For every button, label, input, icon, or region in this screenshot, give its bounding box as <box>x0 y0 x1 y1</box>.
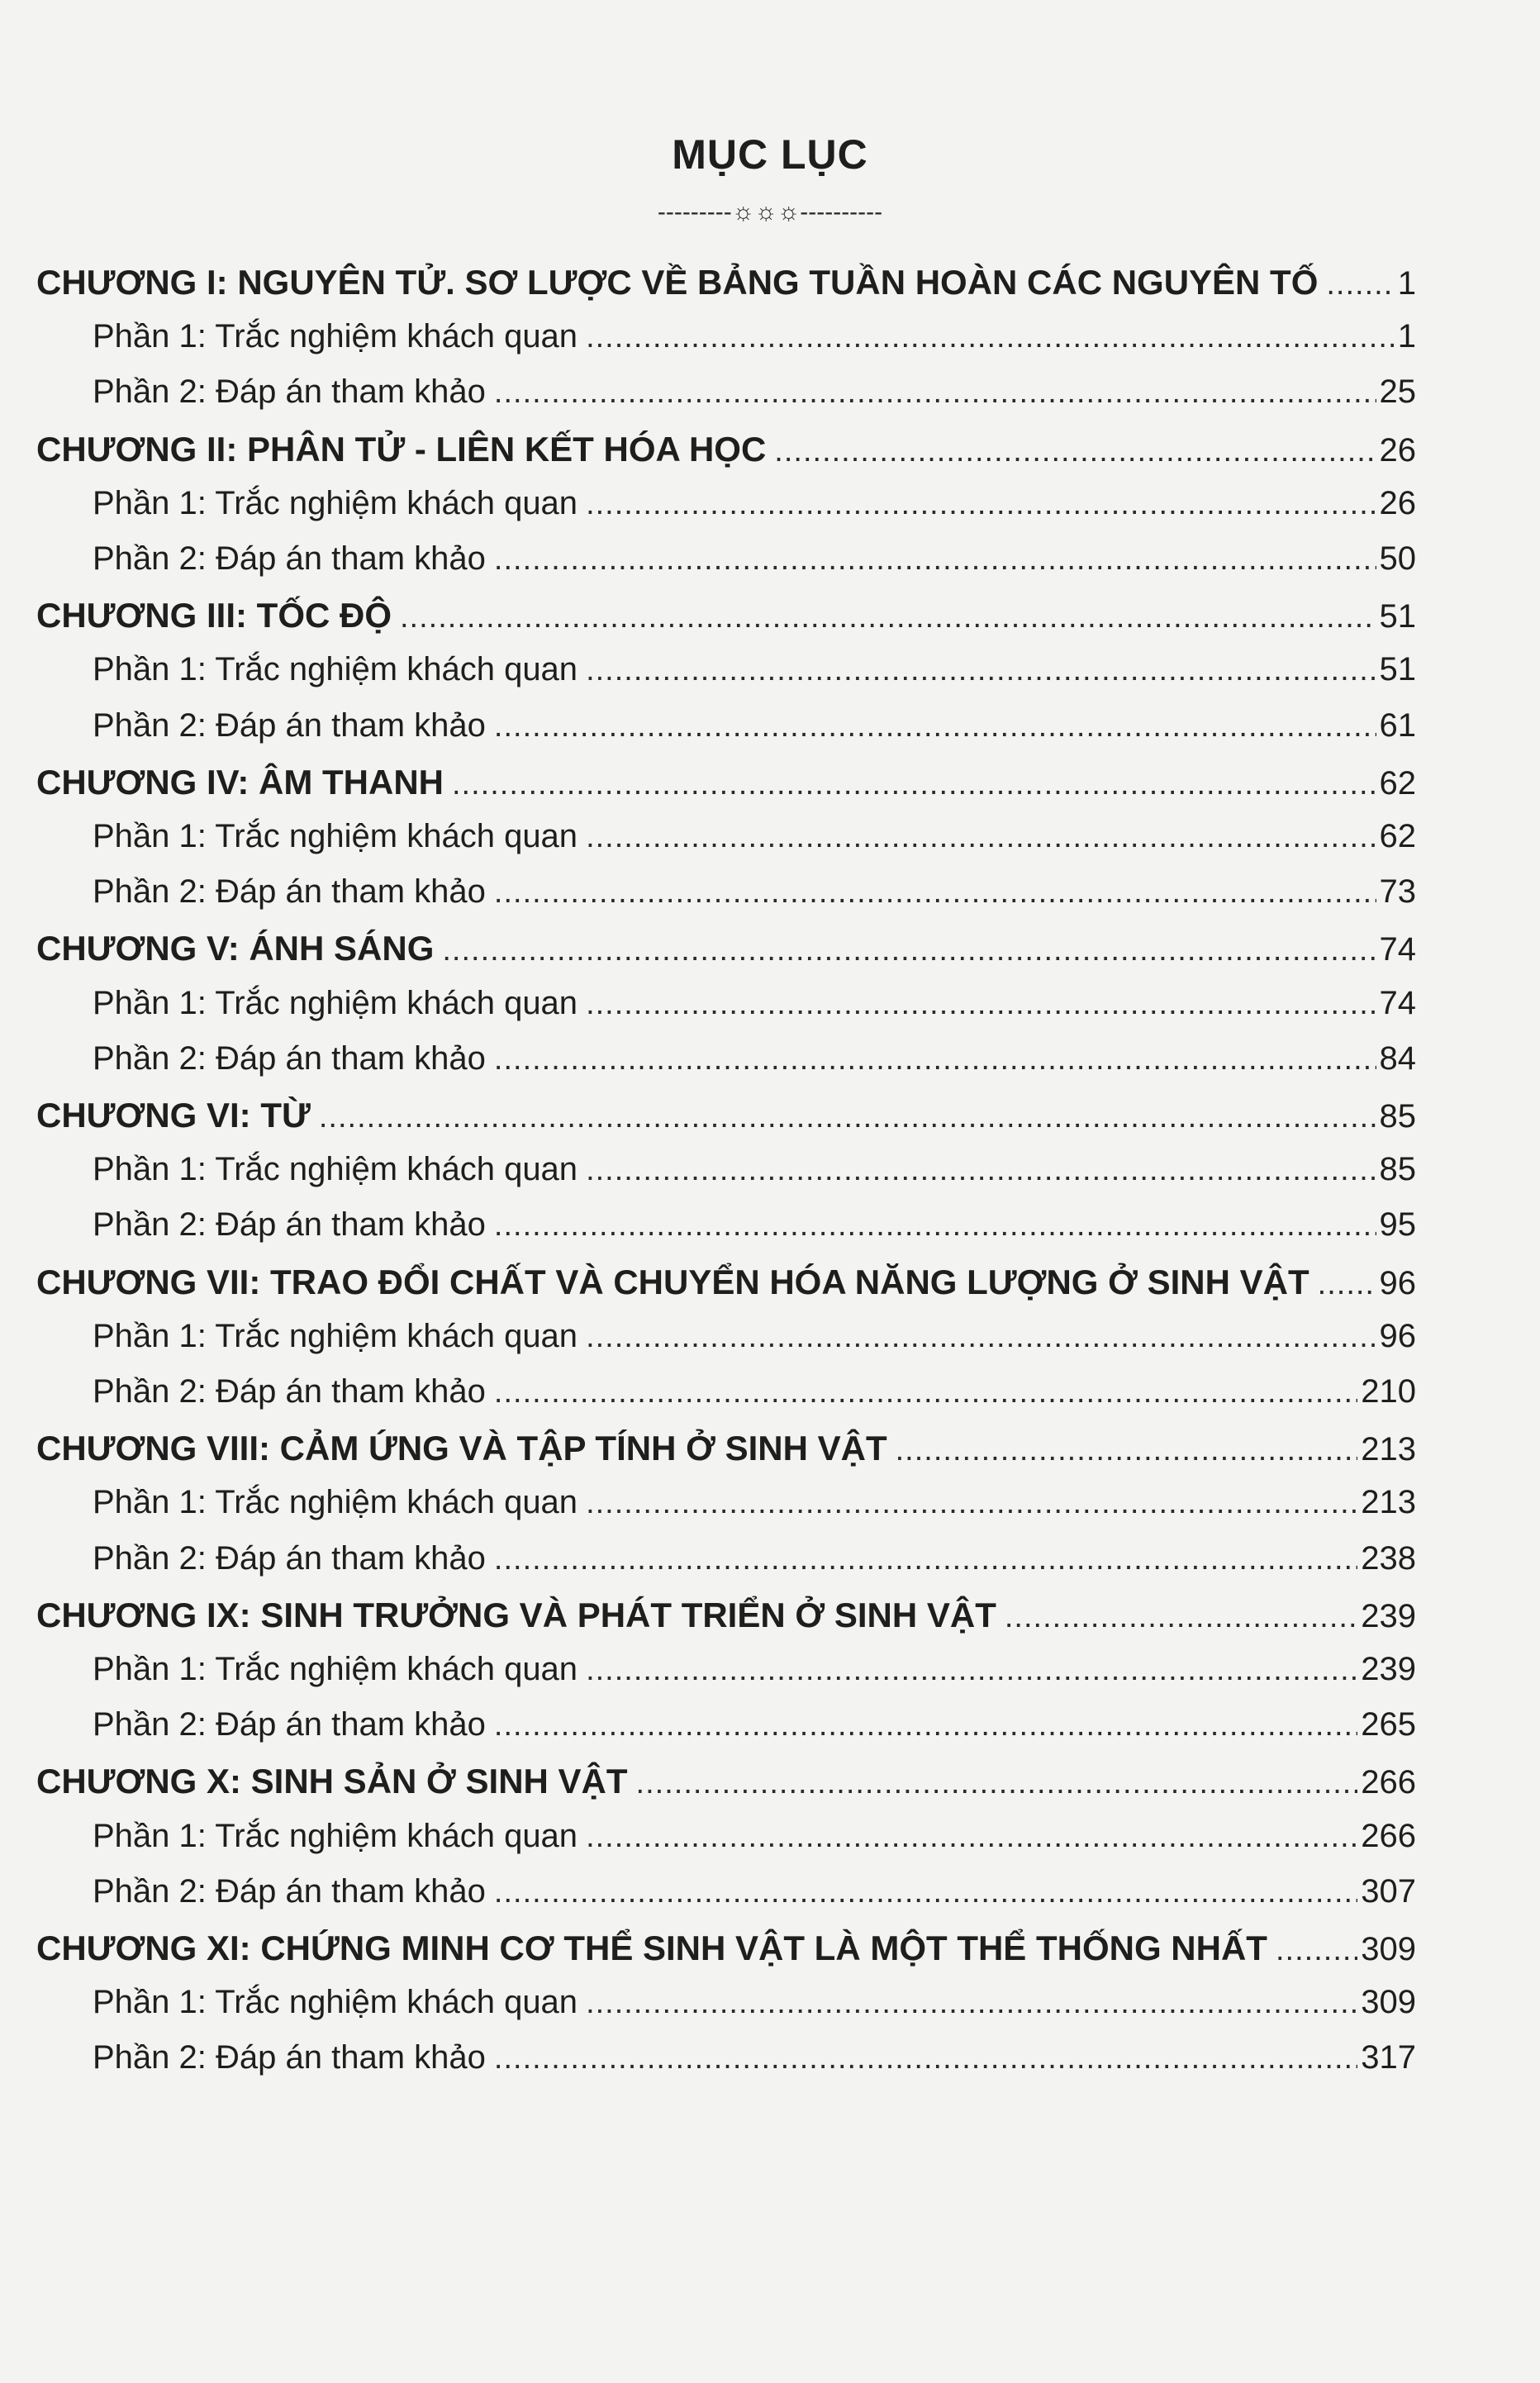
toc-page-number: 266 <box>1361 1817 1416 1854</box>
toc-part-entry <box>93 1873 1416 1919</box>
toc-entry-label: Phần 2: Đáp án tham khảo <box>93 873 486 911</box>
toc-part-entry <box>93 1373 1416 1420</box>
toc-page-number: 51 <box>1379 651 1416 688</box>
toc-entry-label: Phần 1: Trắc nghiệm khách quan <box>93 1817 578 1854</box>
toc-page-number: 239 <box>1361 1651 1416 1687</box>
toc-page-number: 213 <box>1361 1431 1416 1468</box>
toc-entry-label: CHƯƠNG III: TỐC ĐỘ <box>36 596 392 635</box>
toc-entry-label: Phần 2: Đáp án tham khảo <box>93 1206 486 1244</box>
toc-page-number: 61 <box>1379 706 1416 744</box>
toc-part-entry <box>93 1040 1416 1087</box>
toc-part-entry <box>93 651 1416 697</box>
toc-entry-label: Phần 1: Trắc nghiệm khách quan <box>93 984 578 1021</box>
toc-part-entry <box>93 1206 1416 1253</box>
toc-part-entry <box>93 1318 1416 1364</box>
toc-page-number: 238 <box>1361 1539 1416 1577</box>
toc-dot-leader <box>494 1875 1357 1910</box>
toc-dot-leader <box>494 1208 1376 1244</box>
toc-part-entry <box>93 1151 1416 1197</box>
toc-page-number: 266 <box>1361 1764 1416 1801</box>
toc-dot-leader <box>494 542 1376 578</box>
toc-page-number: 239 <box>1361 1597 1416 1634</box>
toc-dot-leader <box>586 1153 1376 1188</box>
toc-dot-leader <box>1005 1600 1357 1635</box>
toc-chapter-entry <box>36 1762 1416 1808</box>
toc-chapter-entry <box>36 1429 1416 1475</box>
toc-entry-label: Phần 2: Đáp án tham khảo <box>93 1872 486 1910</box>
toc-chapter-entry <box>36 1596 1416 1642</box>
toc-entry-label: Phần 2: Đáp án tham khảo <box>93 1706 486 1743</box>
toc-entry-label: Phần 1: Trắc nghiệm khách quan <box>93 1317 578 1354</box>
toc-page-number: 25 <box>1379 373 1416 411</box>
toc-entry-label: Phần 1: Trắc nghiệm khách quan <box>93 1651 578 1687</box>
toc-entry-label: Phần 1: Trắc nghiệm khách quan <box>93 818 578 854</box>
toc-dot-leader <box>494 1542 1357 1577</box>
toc-page-number: 74 <box>1379 984 1416 1021</box>
toc-page-number: 317 <box>1361 2039 1416 2076</box>
toc-dot-leader <box>586 1653 1357 1688</box>
toc-page-number: 50 <box>1379 540 1416 577</box>
toc-entry-label: Phần 1: Trắc nghiệm khách quan <box>93 1484 578 1521</box>
toc-page-number: 73 <box>1379 873 1416 911</box>
toc-part-entry <box>93 1984 1416 2030</box>
toc-dot-leader <box>1326 267 1394 302</box>
toc-dot-leader <box>586 487 1376 522</box>
toc-dot-leader <box>586 1320 1376 1355</box>
toc-page-number: 213 <box>1361 1484 1416 1521</box>
page-title: MỤC LỤC <box>672 131 868 178</box>
toc-page-number: 95 <box>1379 1206 1416 1244</box>
toc-chapter-entry <box>36 1263 1416 1309</box>
toc-dot-leader <box>586 1986 1357 2021</box>
toc-dot-leader <box>586 987 1376 1022</box>
toc-dot-leader <box>586 653 1376 688</box>
toc-entry-label: CHƯƠNG IV: ÂM THANH <box>36 762 444 801</box>
toc-page-number: 210 <box>1361 1373 1416 1410</box>
toc-entry-label: Phần 2: Đáp án tham khảo <box>93 706 486 744</box>
toc-entry-label: Phần 2: Đáp án tham khảo <box>93 373 486 411</box>
toc-entry-label: Phần 1: Trắc nghiệm khách quan <box>93 1984 578 2021</box>
toc-page-number: 62 <box>1379 818 1416 854</box>
toc-dot-leader <box>586 1486 1357 1521</box>
toc-entry-label: CHƯƠNG V: ÁNH SÁNG <box>36 929 435 968</box>
toc-entry-label: Phần 1: Trắc nghiệm khách quan <box>93 1151 578 1188</box>
toc-part-entry <box>93 318 1416 364</box>
toc-entry-label: Phần 2: Đáp án tham khảo <box>93 1539 486 1577</box>
toc-dot-leader <box>494 375 1376 411</box>
toc-dot-leader <box>494 709 1376 744</box>
toc-entry-label: CHƯƠNG VI: TỪ <box>36 1096 311 1134</box>
toc-entry-label: Phần 1: Trắc nghiệm khách quan <box>93 318 578 355</box>
toc-entry-label: Phần 1: Trắc nghiệm khách quan <box>93 484 578 521</box>
toc-entry-label: CHƯƠNG II: PHÂN TỬ - LIÊN KẾT HÓA HỌC <box>36 429 767 469</box>
toc-page-number: 1 <box>1397 265 1416 302</box>
toc-page-number: 26 <box>1379 431 1416 469</box>
toc-entry-label: CHƯƠNG I: NGUYÊN TỬ. SƠ LƯỢC VỀ BẢNG TUẦN HOÀN CÁC NGUYÊN TỐ <box>36 263 1319 302</box>
toc-part-entry <box>93 1706 1416 1753</box>
toc-page-number: 62 <box>1379 764 1416 801</box>
toc-part-entry <box>93 2039 1416 2086</box>
toc-dot-leader <box>774 434 1376 469</box>
toc-page-number: 1 <box>1397 318 1416 355</box>
toc-chapter-entry <box>36 1929 1416 1975</box>
toc-dot-leader <box>494 1042 1376 1077</box>
toc-page-number: 96 <box>1379 1317 1416 1354</box>
toc-entry-label: Phần 2: Đáp án tham khảo <box>93 1373 486 1410</box>
toc-page-number: 307 <box>1361 1872 1416 1910</box>
toc-page-number: 309 <box>1361 1931 1416 1967</box>
toc-chapter-entry <box>36 1096 1416 1142</box>
toc-part-entry <box>93 985 1416 1031</box>
toc-page-number: 84 <box>1379 1039 1416 1077</box>
toc-dot-leader <box>442 933 1376 968</box>
toc-page-number: 85 <box>1379 1151 1416 1188</box>
toc-dot-leader <box>636 1766 1358 1801</box>
toc-page-number: 309 <box>1361 1984 1416 2021</box>
toc-part-entry <box>93 1818 1416 1864</box>
toc-dot-leader <box>896 1433 1358 1468</box>
toc-dot-leader <box>586 1819 1357 1855</box>
toc-dot-leader <box>400 600 1376 635</box>
toc-page-number: 85 <box>1379 1098 1416 1134</box>
toc-dot-leader <box>586 320 1395 355</box>
toc-dot-leader <box>1318 1267 1376 1302</box>
toc-part-entry <box>93 1484 1416 1530</box>
toc-entry-label: CHƯƠNG IX: SINH TRƯỞNG VÀ PHÁT TRIỂN Ở SINH VẬT <box>36 1595 996 1634</box>
toc-dot-leader <box>494 1708 1357 1743</box>
toc-part-entry <box>93 373 1416 420</box>
toc-chapter-entry <box>36 430 1416 476</box>
toc-entry-label: CHƯƠNG XI: CHỨNG MINH CƠ THỂ SINH VẬT LÀ MỘT THỂ THỐNG NHẤT <box>36 1929 1267 1967</box>
toc-dot-leader <box>494 2041 1357 2076</box>
toc-part-entry <box>93 485 1416 531</box>
toc-entry-label: CHƯƠNG X: SINH SẢN Ở SINH VẬT <box>36 1762 628 1801</box>
toc-page-number: 26 <box>1379 484 1416 521</box>
toc-entry-label: Phần 2: Đáp án tham khảo <box>93 540 486 577</box>
toc-entry-label: CHƯƠNG VII: TRAO ĐỔI CHẤT VÀ CHUYỂN HÓA NĂNG LƯỢNG Ở SINH VẬT <box>36 1262 1309 1301</box>
toc-chapter-entry <box>36 596 1416 642</box>
toc-part-entry <box>93 818 1416 864</box>
toc-entry-label: CHƯƠNG VIII: CẢM ỨNG VÀ TẬP TÍNH Ở SINH VẬT <box>36 1429 887 1468</box>
toc-dot-leader <box>1276 1933 1357 1968</box>
toc-chapter-entry <box>36 263 1416 309</box>
toc-part-entry <box>93 540 1416 587</box>
title-ornament: ---------☼☼☼---------- <box>657 198 883 226</box>
toc-page-number: 74 <box>1379 931 1416 968</box>
toc-dot-leader <box>319 1100 1376 1135</box>
toc-dot-leader <box>586 820 1376 855</box>
toc-dot-leader <box>494 1375 1357 1410</box>
toc-part-entry <box>93 1540 1416 1586</box>
toc-entry-label: Phần 1: Trắc nghiệm khách quan <box>93 651 578 688</box>
toc-part-entry <box>93 873 1416 920</box>
toc-dot-leader <box>452 767 1376 802</box>
toc-dot-leader <box>494 875 1376 911</box>
toc-entry-label: Phần 2: Đáp án tham khảo <box>93 1039 486 1077</box>
toc-page-number: 96 <box>1379 1264 1416 1301</box>
toc-chapter-entry <box>36 763 1416 809</box>
toc-page-number: 51 <box>1379 598 1416 635</box>
toc-part-entry <box>93 707 1416 754</box>
toc-part-entry <box>93 1651 1416 1697</box>
toc-entry-label: Phần 2: Đáp án tham khảo <box>93 2039 486 2076</box>
toc-page-number: 265 <box>1361 1706 1416 1743</box>
toc-chapter-entry <box>36 929 1416 975</box>
